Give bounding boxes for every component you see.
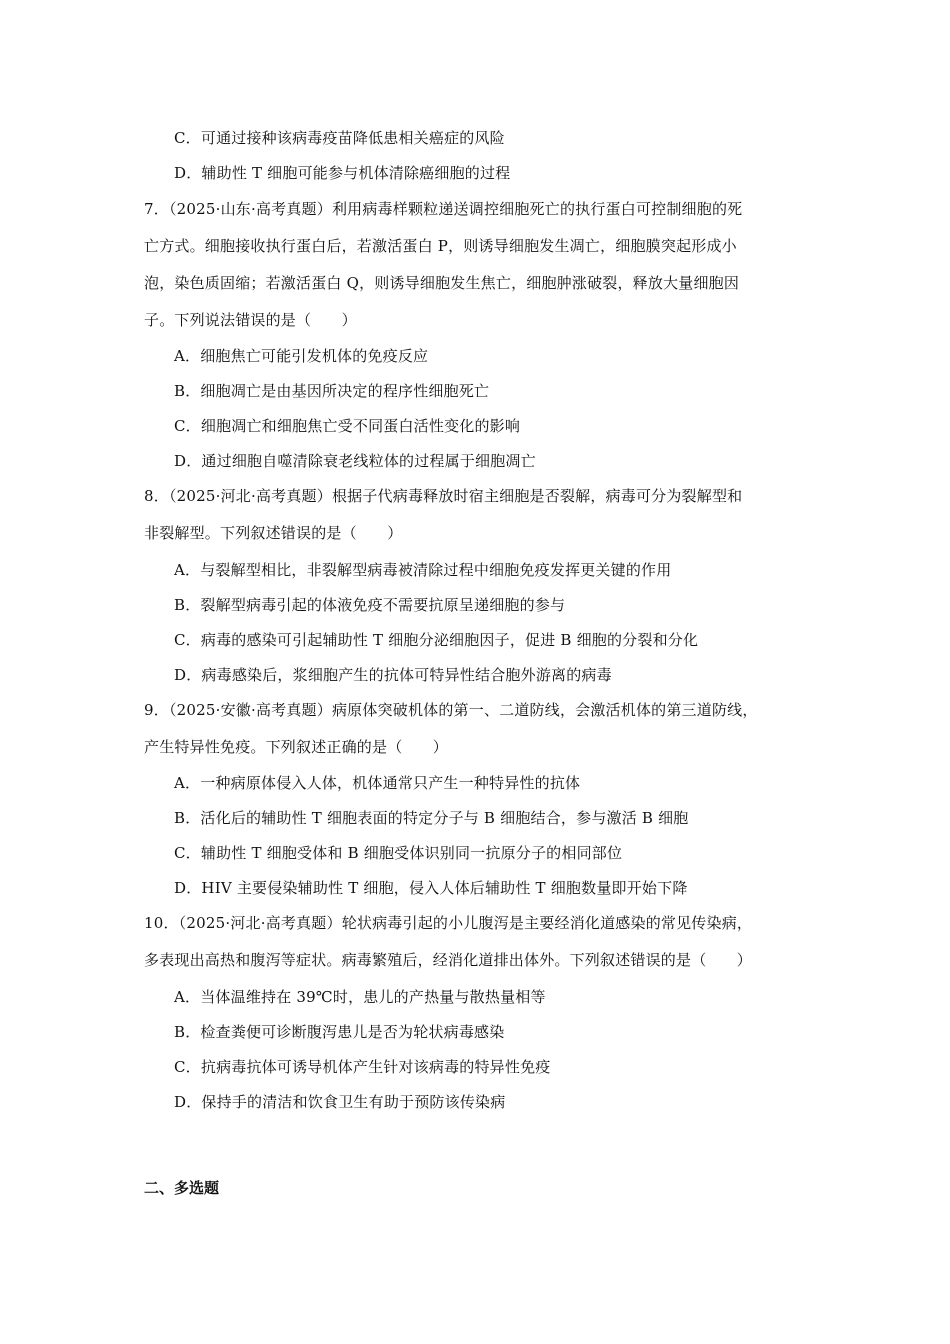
q10-stem-line-1: 10．（2025·河北·高考真题）轮状病毒引起的小儿腹泻是主要经消化道感染的常见传染病， [144,914,753,932]
q9-option-d: D．HIV 主要侵染辅助性 T 细胞，侵入人体后辅助性 T 细胞数量即开始下降 [174,879,688,897]
q7-option-b: B．细胞凋亡是由基因所决定的程序性细胞死亡 [174,382,490,400]
q6-option-d: D．辅助性 T 细胞可能参与机体清除癌细胞的过程 [174,164,511,182]
q9-stem-line-2: 产生特异性免疫。下列叙述正确的是（ ） [144,738,449,756]
q10-option-c: C．抗病毒抗体可诱导机体产生针对该病毒的特异性免疫 [174,1058,551,1076]
q7-stem-line-1: 7．（2025·山东·高考真题）利用病毒样颗粒递送调控细胞死亡的执行蛋白可控制细胞的死 [144,200,743,218]
section-heading: 二、多选题 [144,1179,220,1197]
q9-stem-line-1: 9．（2025·安徽·高考真题）病原体突破机体的第一、二道防线，会激活机体的第三道防线， [144,701,758,719]
q9-option-b: B．活化后的辅助性 T 细胞表面的特定分子与 B 细胞结合，参与激活 B 细胞 [174,809,689,827]
q7-option-c: C．细胞凋亡和细胞焦亡受不同蛋白活性变化的影响 [174,417,521,435]
q7-option-d: D．通过细胞自噬清除衰老线粒体的过程属于细胞凋亡 [174,452,536,470]
q10-stem-line-2: 多表现出高热和腹泻等症状。病毒繁殖后，经消化道排出体外。下列叙述错误的是（ ） [144,951,753,969]
q9-option-c: C．辅助性 T 细胞受体和 B 细胞受体识别同一抗原分子的相同部位 [174,844,623,862]
q7-stem-line-4: 子。下列说法错误的是（ ） [144,311,357,329]
q10-option-a: A．当体温维持在 39℃时，患儿的产热量与散热量相等 [174,988,546,1006]
q9-option-a: A．一种病原体侵入人体，机体通常只产生一种特异性的抗体 [174,774,581,792]
q6-option-c: C．可通过接种该病毒疫苗降低患相关癌症的风险 [174,129,505,147]
q8-stem-line-1: 8．（2025·河北·高考真题）根据子代病毒释放时宿主细胞是否裂解，病毒可分为裂解型和 [144,487,743,505]
q8-option-a: A．与裂解型相比，非裂解型病毒被清除过程中细胞免疫发挥更关键的作用 [174,561,672,579]
q8-option-d: D．病毒感染后，浆细胞产生的抗体可特异性结合胞外游离的病毒 [174,666,612,684]
q8-option-b: B．裂解型病毒引起的体液免疫不需要抗原呈递细胞的参与 [174,596,566,614]
q8-option-c: C．病毒的感染可引起辅助性 T 细胞分泌细胞因子，促进 B 细胞的分裂和分化 [174,631,699,649]
q7-stem-line-2: 亡方式。细胞接收执行蛋白后，若激活蛋白 P，则诱导细胞发生凋亡，细胞膜突起形成小 [144,237,737,255]
q7-stem-line-3: 泡，染色质固缩；若激活蛋白 Q，则诱导细胞发生焦亡，细胞肿涨破裂，释放大量细胞因 [144,274,740,292]
q10-option-d: D．保持手的清洁和饮食卫生有助于预防该传染病 [174,1093,506,1111]
q7-option-a: A．细胞焦亡可能引发机体的免疫反应 [174,347,429,365]
q10-option-b: B．检查粪便可诊断腹泻患儿是否为轮状病毒感染 [174,1023,505,1041]
q8-stem-line-2: 非裂解型。下列叙述错误的是（ ） [144,524,403,542]
